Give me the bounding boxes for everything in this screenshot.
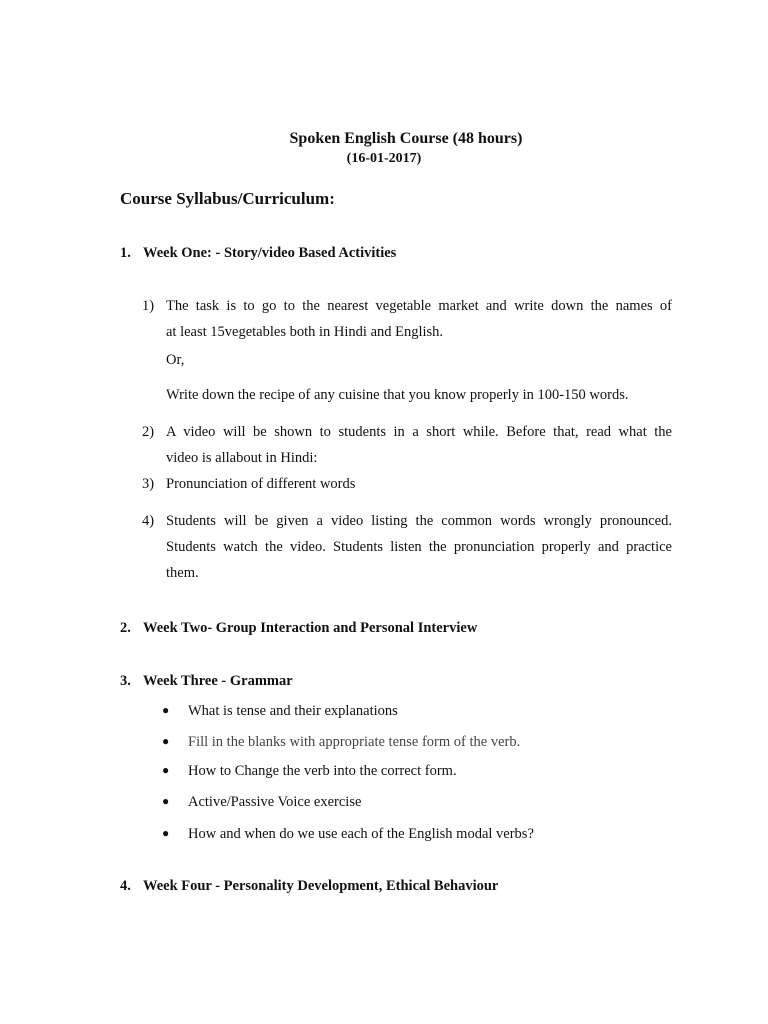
item-text-line: The task is to go to the nearest vegetable market and write down the names of: [166, 298, 672, 314]
item-text-line: at least 15vegetables both in Hindi and English.: [166, 324, 444, 340]
item-marker: 2): [142, 424, 155, 440]
week-two-heading: [120, 618, 477, 638]
syllabus-heading: Course Syllabus/Curriculum:: [120, 189, 335, 208]
bullet-text: Active/Passive Voice exercise: [188, 794, 362, 810]
week-number: 4.: [120, 878, 131, 894]
item-text-line: Pronunciation of different words: [166, 476, 356, 492]
grammar-bullet-5: [162, 824, 534, 844]
week-title: Week Four - Personality Development, Ethical Behaviour: [143, 878, 499, 894]
or-text: Or,: [166, 352, 185, 368]
week-one-item-4: [142, 508, 672, 586]
week-title: Week Two- Group Interaction and Personal Interview: [143, 620, 478, 636]
course-date: (16-01-2017): [346, 151, 422, 166]
bullet-dot: ●: [162, 703, 170, 717]
week-three-heading: [120, 671, 293, 691]
grammar-bullet-1: [162, 701, 398, 721]
item-text-line: Students will be given a video listing the common words wrongly pronounced.: [166, 513, 672, 529]
item-text-line: them.: [166, 565, 199, 581]
week-number: 1.: [120, 245, 131, 261]
week-one-heading: [120, 243, 396, 263]
bullet-text: How to Change the verb into the correct form.: [188, 763, 457, 779]
item-text-line: Students watch the video. Students listen the pronunciation properly and practice: [166, 539, 672, 555]
bullet-dot: ●: [162, 734, 170, 748]
week-title: Week One: - Story/video Based Activities: [143, 245, 397, 261]
week-title: Week Three - Grammar: [143, 673, 293, 689]
bullet-dot: ●: [162, 826, 170, 840]
week-one-item-1: [142, 293, 672, 345]
grammar-bullet-3: [162, 761, 457, 781]
week-one-item-2: [142, 419, 672, 471]
bullet-dot: ●: [162, 763, 170, 777]
grammar-bullet-4: [162, 792, 361, 812]
item-marker: 1): [142, 298, 155, 314]
week-one-item-3: [142, 471, 672, 497]
page-title: Spoken English Course (48 hours): [289, 130, 523, 147]
recipe-text: Write down the recipe of any cuisine that you know properly in 100-150 words.: [166, 387, 629, 403]
bullet-dot: ●: [162, 794, 170, 808]
bullet-text: Fill in the blanks with appropriate tense form of the verb.: [188, 734, 521, 750]
bullet-text: What is tense and their explanations: [188, 703, 398, 719]
item-marker: 4): [142, 513, 155, 529]
week-number: 3.: [120, 673, 131, 689]
item-text-line: A video will be shown to students in a short while. Before that, read what the: [166, 424, 672, 440]
item-text-line: video is allabout in Hindi:: [166, 450, 318, 466]
item-marker: 3): [142, 476, 155, 492]
bullet-text: How and when do we use each of the English modal verbs?: [188, 826, 534, 842]
week-four-heading: [120, 876, 498, 896]
grammar-bullet-2: [162, 732, 520, 752]
week-number: 2.: [120, 620, 131, 636]
